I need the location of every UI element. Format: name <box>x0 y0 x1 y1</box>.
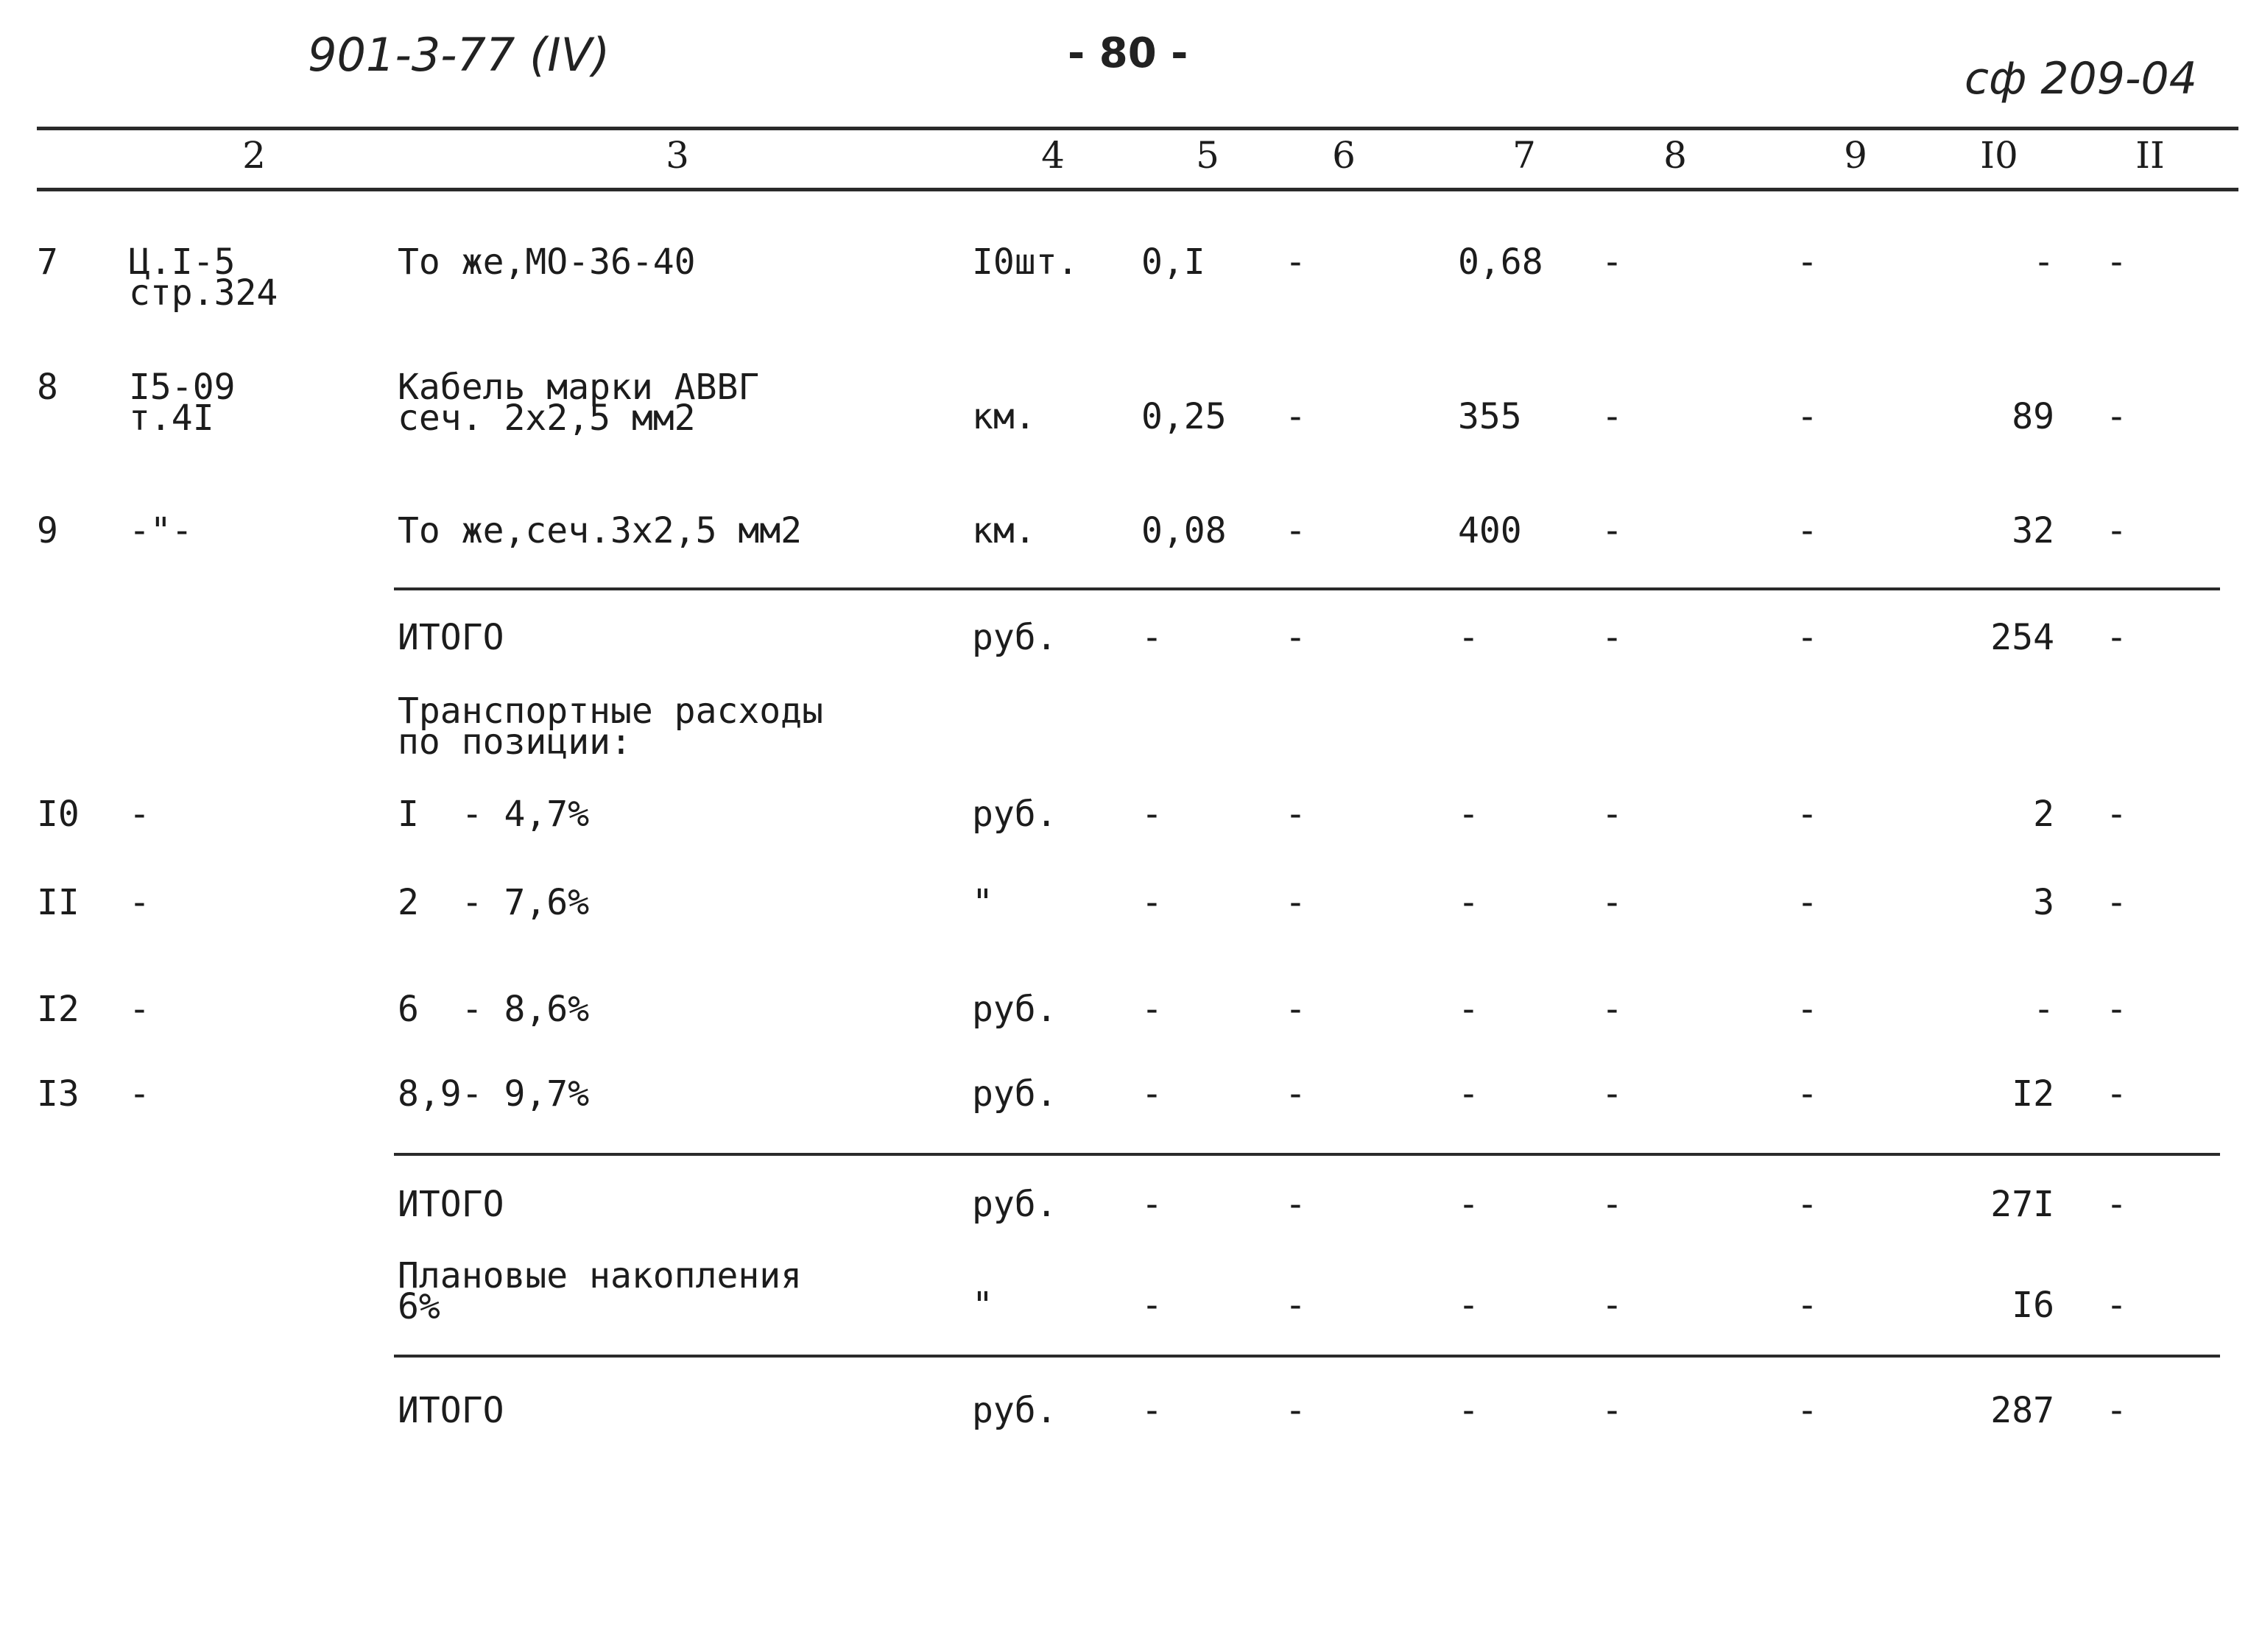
col-11-cell: - <box>2106 241 2127 283</box>
col-11-cell: - <box>2106 989 2127 1030</box>
unit-cell: " <box>972 882 993 923</box>
total-cost-cell: 3 <box>2033 882 2054 923</box>
description-cell: 6 - 8,6% <box>398 989 590 1030</box>
column-header-8: 8 <box>1663 134 1687 177</box>
quantity-cell: - <box>1141 1390 1163 1431</box>
quantity-cell: 0,I <box>1141 241 1205 283</box>
col-9-cell: - <box>1797 510 1818 551</box>
col-9-cell: - <box>1797 241 1818 283</box>
col-11-cell: - <box>2106 1073 2127 1115</box>
norm-ref-cell: - <box>129 794 150 835</box>
total-cost-cell: 287 <box>1990 1390 2054 1431</box>
col-9-cell: - <box>1797 1073 1818 1115</box>
unit-cell: I0шт. <box>972 241 1079 283</box>
norm-ref-cell: I5-09 т.4I <box>129 367 236 439</box>
col-8-cell: - <box>1602 1184 1623 1225</box>
norm-ref-cell: - <box>129 989 150 1030</box>
unit-price-cell: 0,68 <box>1458 241 1543 283</box>
subtotal-rule-3 <box>394 1355 2220 1358</box>
norm-ref-cell: - <box>129 882 150 923</box>
norm-ref-cell: - <box>129 1073 150 1115</box>
unit-price-cell: 355 <box>1458 396 1522 437</box>
unit-price-cell: - <box>1458 1390 1479 1431</box>
col-11-cell: - <box>2106 617 2127 658</box>
col-8-cell: - <box>1602 1073 1623 1115</box>
table-top-rule <box>37 127 2238 130</box>
col-6-cell: - <box>1285 510 1306 551</box>
col-8-cell: - <box>1602 989 1623 1030</box>
quantity-cell: 0,25 <box>1141 396 1227 437</box>
quantity-cell: 0,08 <box>1141 510 1227 551</box>
unit-price-cell: 400 <box>1458 510 1522 551</box>
total-cost-cell: I6 <box>2012 1285 2054 1326</box>
total-cost-cell: 2 <box>2033 794 2054 835</box>
norm-ref-cell: Ц.I-5 стр.324 <box>129 241 278 314</box>
column-header-7: 7 <box>1512 134 1536 177</box>
pos-number-cell: 8 <box>37 367 58 408</box>
quantity-cell: - <box>1141 617 1163 658</box>
column-header-2: 2 <box>242 134 266 177</box>
col-9-cell: - <box>1797 794 1818 835</box>
unit-price-cell: - <box>1458 1184 1479 1225</box>
col-6-cell: - <box>1285 617 1306 658</box>
description-cell: Плановые накопления 6% <box>398 1255 803 1327</box>
col-8-cell: - <box>1602 241 1623 283</box>
pos-number-cell: 7 <box>37 241 58 283</box>
col-8-cell: - <box>1602 396 1623 437</box>
col-6-cell: - <box>1285 1285 1306 1326</box>
col-6-cell: - <box>1285 241 1306 283</box>
column-header-3: 3 <box>666 134 689 177</box>
col-6-cell: - <box>1285 1390 1306 1431</box>
col-6-cell: - <box>1285 882 1306 923</box>
column-header-9: 9 <box>1844 134 1867 177</box>
quantity-cell: - <box>1141 1285 1163 1326</box>
column-header-5: 5 <box>1196 134 1219 177</box>
unit-cell: км. <box>972 396 1036 437</box>
unit-price-cell: - <box>1458 989 1479 1030</box>
col-11-cell: - <box>2106 396 2127 437</box>
document-code: 901-3-77 (IV) <box>308 28 610 82</box>
description-cell: ИТОГО <box>398 1184 504 1225</box>
pos-number-cell: I2 <box>37 989 80 1030</box>
column-header-10: I0 <box>1980 134 2018 177</box>
col-11-cell: - <box>2106 794 2127 835</box>
col-8-cell: - <box>1602 510 1623 551</box>
total-cost-cell: 27I <box>1990 1184 2054 1225</box>
column-header-6: 6 <box>1332 134 1356 177</box>
quantity-cell: - <box>1141 989 1163 1030</box>
unit-cell: руб. <box>972 617 1057 658</box>
unit-cell: руб. <box>972 989 1057 1030</box>
pos-number-cell: I3 <box>37 1073 80 1115</box>
quantity-cell: - <box>1141 1184 1163 1225</box>
description-cell: Транспортные расходы по позиции: <box>398 691 823 763</box>
sheet-code: сф 209-04 <box>1965 53 2197 105</box>
col-11-cell: - <box>2106 1184 2127 1225</box>
quantity-cell: - <box>1141 794 1163 835</box>
col-9-cell: - <box>1797 989 1818 1030</box>
description-cell: ИТОГО <box>398 1390 504 1431</box>
col-8-cell: - <box>1602 1390 1623 1431</box>
col-9-cell: - <box>1797 396 1818 437</box>
pos-number-cell: I0 <box>37 794 80 835</box>
description-cell: I - 4,7% <box>398 794 590 835</box>
unit-cell: руб. <box>972 1184 1057 1225</box>
quantity-cell: - <box>1141 1073 1163 1115</box>
column-header-11: II <box>2135 134 2165 177</box>
unit-cell: руб. <box>972 1390 1057 1431</box>
pos-number-cell: II <box>37 882 80 923</box>
col-11-cell: - <box>2106 510 2127 551</box>
col-6-cell: - <box>1285 396 1306 437</box>
unit-cell: км. <box>972 510 1036 551</box>
unit-price-cell: - <box>1458 1073 1479 1115</box>
pos-number-cell: 9 <box>37 510 58 551</box>
total-cost-cell: - <box>2033 989 2054 1030</box>
col-8-cell: - <box>1602 617 1623 658</box>
quantity-cell: - <box>1141 882 1163 923</box>
col-11-cell: - <box>2106 882 2127 923</box>
unit-price-cell: - <box>1458 882 1479 923</box>
page-number: - 80 - <box>1068 29 1188 77</box>
description-cell: То же,МО-36-40 <box>398 241 696 283</box>
total-cost-cell: 254 <box>1990 617 2054 658</box>
col-11-cell: - <box>2106 1285 2127 1326</box>
unit-cell: руб. <box>972 794 1057 835</box>
description-cell: Кабель марки АВВГ сеч. 2х2,5 мм2 <box>398 367 760 439</box>
col-8-cell: - <box>1602 882 1623 923</box>
col-9-cell: - <box>1797 617 1818 658</box>
subtotal-rule-2 <box>394 1153 2220 1156</box>
norm-ref-cell: -"- <box>129 510 193 551</box>
description-cell: 8,9- 9,7% <box>398 1073 590 1115</box>
col-9-cell: - <box>1797 1285 1818 1326</box>
col-9-cell: - <box>1797 882 1818 923</box>
description-cell: ИТОГО <box>398 617 504 658</box>
col-8-cell: - <box>1602 794 1623 835</box>
col-9-cell: - <box>1797 1390 1818 1431</box>
subtotal-rule-1 <box>394 587 2220 590</box>
col-6-cell: - <box>1285 1073 1306 1115</box>
description-cell: То же,сеч.3х2,5 мм2 <box>398 510 803 551</box>
total-cost-cell: - <box>2033 241 2054 283</box>
header-bottom-rule <box>37 188 2238 191</box>
unit-cell: руб. <box>972 1073 1057 1115</box>
col-6-cell: - <box>1285 989 1306 1030</box>
col-6-cell: - <box>1285 794 1306 835</box>
col-8-cell: - <box>1602 1285 1623 1326</box>
col-9-cell: - <box>1797 1184 1818 1225</box>
total-cost-cell: 32 <box>2012 510 2054 551</box>
total-cost-cell: 89 <box>2012 396 2054 437</box>
description-cell: 2 - 7,6% <box>398 882 590 923</box>
unit-cell: " <box>972 1285 993 1326</box>
col-11-cell: - <box>2106 1390 2127 1431</box>
unit-price-cell: - <box>1458 794 1479 835</box>
column-header-4: 4 <box>1041 134 1065 177</box>
unit-price-cell: - <box>1458 617 1479 658</box>
col-6-cell: - <box>1285 1184 1306 1225</box>
unit-price-cell: - <box>1458 1285 1479 1326</box>
total-cost-cell: I2 <box>2012 1073 2054 1115</box>
